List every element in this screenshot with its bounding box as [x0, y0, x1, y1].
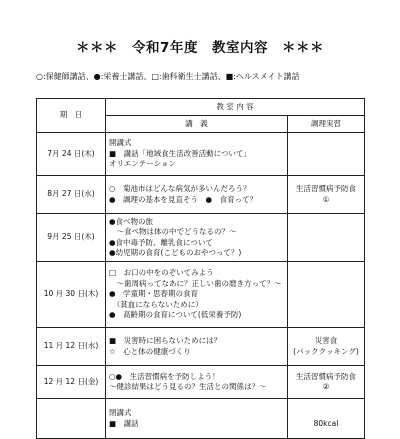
lecture-line: □ お口の中をのぞいてみよう	[109, 268, 214, 278]
lecture-line: 開講式	[109, 138, 132, 148]
schedule-body	[37, 133, 365, 439]
practice-line	[291, 149, 361, 160]
lecture-line: ■ 講話	[109, 418, 139, 428]
row-date: 12 月 12 日(金)	[37, 366, 106, 399]
header-lecture: 講 義	[106, 116, 288, 133]
lecture-line: ～歯周病ってなあに？正しい歯の磨き方って？～	[109, 278, 282, 288]
lecture-line: ●食中毒予防、離乳食について	[109, 237, 213, 247]
practice-line	[291, 232, 361, 243]
lecture-line: ● 高齢期の食育について(低栄養予防)	[109, 310, 242, 320]
lecture-line: ○ 菊池市はどんな病気が多いんだろう？	[109, 184, 251, 193]
lecture-line: ☆ 心と体の健康づくり	[109, 346, 191, 356]
practice-line	[291, 289, 361, 300]
practice-line: (パッククッキング)	[293, 346, 359, 356]
header-content: 教 室 内 容	[106, 99, 365, 116]
legend-text: ○:保健師講話、●:栄養士講話、□:歯科衛生士講話、■:ヘルスメイト講話	[36, 72, 300, 81]
row-practice	[288, 176, 365, 214]
table-row	[37, 176, 365, 214]
row-lecture	[106, 328, 288, 366]
row-lecture	[106, 176, 288, 214]
lecture-line: ●幼児期の食育(こどものおやつって？)	[109, 248, 242, 257]
lecture-line: ～健診結果はどう見るの？生活との関係は？～	[109, 382, 267, 391]
lecture-line: 閉講式	[109, 408, 132, 417]
lecture-line: ● 学童期・思春期の食育	[109, 289, 199, 299]
practice-line: ②	[322, 382, 330, 391]
table-row	[37, 328, 365, 366]
lecture-line: オリエンテーション	[109, 159, 177, 169]
row-practice	[288, 262, 365, 328]
practice-line: 80kcal	[313, 418, 339, 428]
row-date: 11 月 12 日(水)	[37, 328, 106, 366]
lecture-line: ～食べ物は体の中でどうなるの？～	[109, 227, 237, 236]
practice-line: ①	[322, 194, 330, 204]
lecture-line: ●食べ物の旅	[109, 216, 154, 226]
row-lecture	[106, 399, 288, 439]
page-title: ＊＊＊ 令和7年度 教室内容 ＊＊＊	[76, 40, 324, 56]
row-practice	[288, 366, 365, 399]
practice-line: 災害食	[314, 336, 338, 345]
row-lecture	[106, 133, 288, 176]
table-row	[37, 214, 365, 262]
row-date: 8月 27 日(水)	[37, 176, 106, 214]
row-lecture	[106, 366, 288, 399]
row-lecture	[106, 262, 288, 328]
practice-line: 生活習慣病予防食	[296, 184, 356, 193]
lecture-line: ○● 生活習慣病を予防しよう！	[109, 371, 220, 381]
table-row	[37, 399, 365, 439]
row-date	[37, 399, 106, 439]
header-practice: 調理実習	[288, 116, 365, 133]
lecture-line: ● 調理の基本を見直そう ● 食育って？	[109, 194, 258, 204]
header-date: 期 日	[37, 99, 106, 133]
table-row	[37, 262, 365, 328]
practice-line: 生活習慣病予防食	[296, 371, 356, 381]
table-row	[37, 133, 365, 176]
lecture-line: ■ 災害時に困らないためには？	[109, 336, 222, 345]
lecture-line: （貧血にならないために）	[109, 299, 203, 309]
schedule-table	[36, 98, 365, 439]
row-practice	[288, 133, 365, 176]
row-date: 9月 25 日(木)	[37, 214, 106, 262]
row-date: 10 月 30 日(木)	[37, 262, 106, 328]
row-date: 7月 24 日(木)	[37, 133, 106, 176]
row-practice	[288, 399, 365, 439]
row-lecture	[106, 214, 288, 262]
row-practice	[288, 328, 365, 366]
row-practice	[288, 214, 365, 262]
practice-line	[291, 408, 361, 419]
table-row	[37, 366, 365, 399]
lecture-line: ■ 講話「地域食生活改善活動について」	[109, 148, 251, 158]
